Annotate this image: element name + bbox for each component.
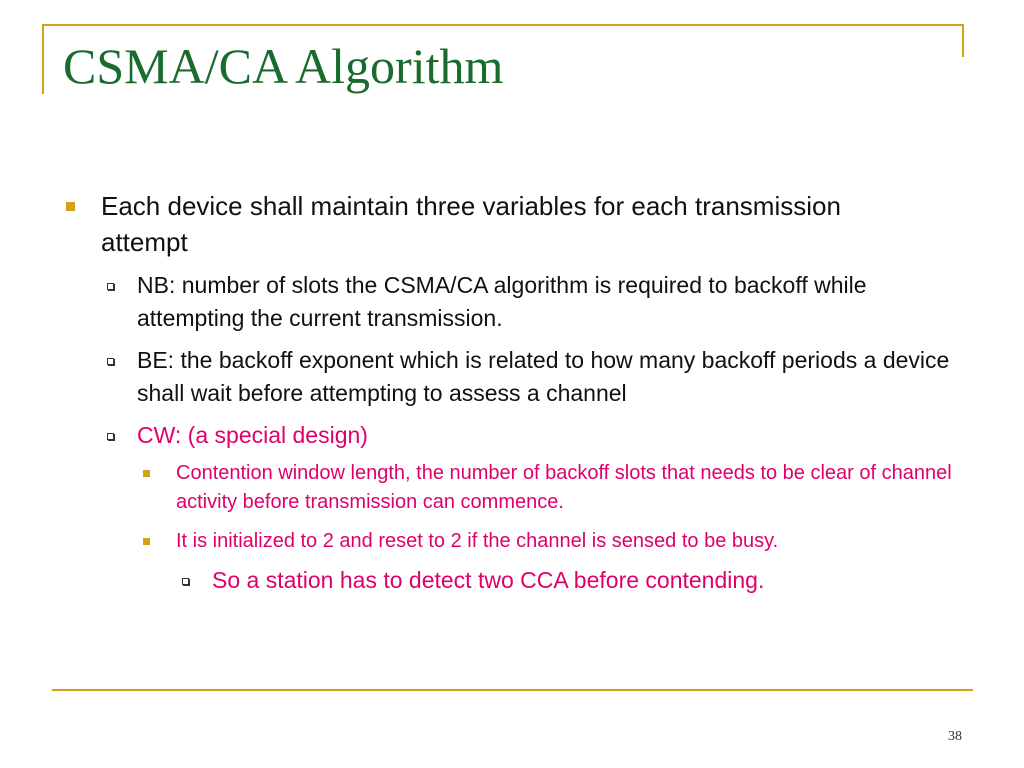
bullet-cw-init (176, 527, 966, 556)
bullet-main-text: Each device shall maintain three variables for each transmission attempt (101, 191, 841, 257)
bullet-cw-init-text: It is initialized to 2 and reset to 2 if the channel is sensed to be busy. (176, 530, 779, 552)
hollow-square-bullet-icon (107, 283, 114, 290)
square-bullet-icon (66, 202, 75, 211)
hollow-square-bullet-icon (182, 578, 189, 585)
bullet-main (101, 188, 861, 260)
bullet-nb-text: NB: number of slots the CSMA/CA algorithm is required to backoff while attempting the current transmission. (137, 272, 867, 331)
bullet-be-text: BE: the backoff exponent which is related to how many backoff periods a device shall wait before attempting to assess a channel (137, 347, 950, 406)
bullet-be (137, 344, 967, 410)
bullet-cw-cca-text: So a station has to detect two CCA before contending. (212, 567, 765, 593)
frame-top-line (42, 24, 964, 26)
frame-left-line (42, 24, 44, 94)
hollow-square-bullet-icon (107, 358, 114, 365)
bullet-cw (137, 419, 897, 452)
page-number: 38 (948, 729, 962, 744)
hollow-square-bullet-icon (107, 433, 114, 440)
slide-title: CSMA/CA Algorithm (63, 38, 504, 94)
frame-right-line (962, 24, 964, 57)
bullet-cw-cca (212, 564, 972, 597)
bullet-cw-length-text: Contention window length, the number of backoff slots that needs to be clear of channel activity before transmission can commence. (176, 462, 952, 513)
bullet-cw-length (176, 459, 966, 517)
bullet-nb (137, 269, 897, 335)
square-bullet-icon (143, 538, 150, 545)
square-bullet-icon (143, 470, 150, 477)
bullet-cw-text: CW: (a special design) (137, 422, 368, 448)
footer-line (52, 689, 973, 691)
